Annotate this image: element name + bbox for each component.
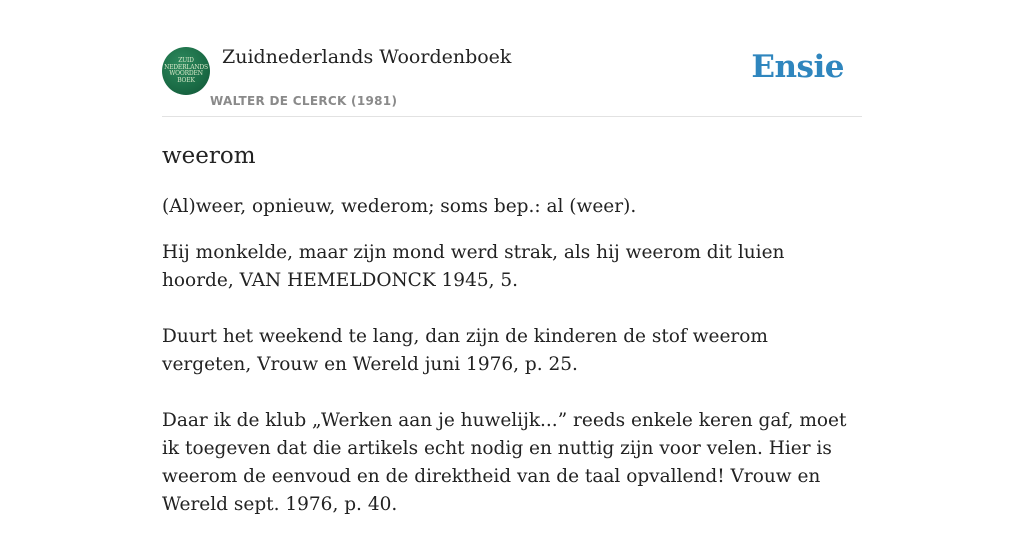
logo-line-3: WOORDEN — [169, 70, 203, 77]
example-quote: Duurt het weekend te lang, dan zijn de kinderen de stof weerom vergeten, Vrouw en Wereld juni 1976, p. 25. — [162, 326, 768, 375]
logo-line-4: BOEK — [177, 76, 195, 84]
example-quotes — [162, 239, 862, 519]
book-author: WALTER DE CLERCK (1981) — [210, 94, 398, 108]
book-cover-logo[interactable] — [162, 47, 210, 95]
entry-lemma: weerom — [162, 143, 256, 169]
page-container — [162, 0, 862, 547]
ensie-brand-logo[interactable]: Ensie — [751, 49, 844, 85]
logo-line-1: ZUID — [178, 57, 194, 64]
entry-definition: (Al)weer, opnieuw, wederom; soms bep.: al (weer). — [162, 196, 637, 217]
logo-line-2: NEDERLANDS — [164, 63, 208, 71]
example-quote: Daar ik de klub „Werken aan je huwelijk...” reeds enkele keren gaf, moet ik toegeven dat die artikels echt nodig en nuttig zijn voor velen. Hier is weerom de eenvoud en de direktheid van de taal opvallend! Vrouw en Wereld sept. 1976, p. 40. — [162, 410, 847, 515]
source-header — [162, 0, 862, 117]
example-quote: Hij monkelde, maar zijn mond werd strak, als hij weerom dit luien hoorde, VAN HEMELDONCK 1945, 5. — [162, 242, 785, 291]
book-title-link[interactable]: Zuidnederlands Woordenboek — [222, 46, 512, 68]
